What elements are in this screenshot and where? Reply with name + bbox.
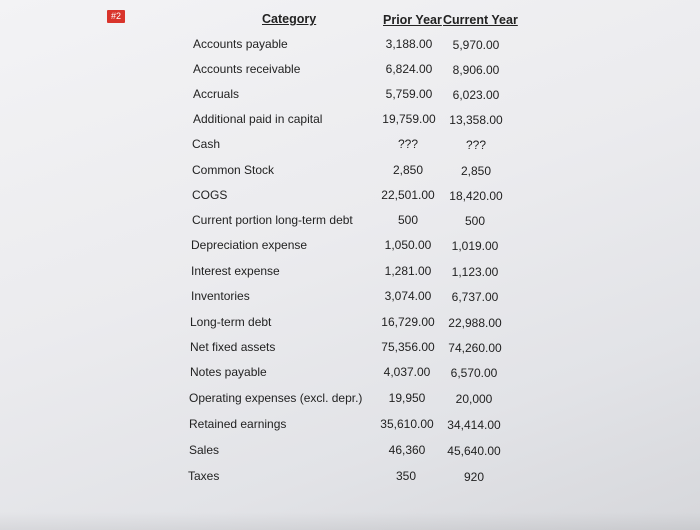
row-prior-year-value: 500 <box>397 213 419 227</box>
header-prior-year: Prior Year <box>383 13 442 27</box>
row-prior-year-value: 22,501.00 <box>381 188 435 202</box>
row-current-year-value: 2,850 <box>460 164 492 178</box>
row-current-year-value: ??? <box>465 138 487 152</box>
header-current-year: Current Year <box>443 13 518 27</box>
row-prior-year-value: 3,074.00 <box>384 289 432 303</box>
row-prior-year-value: 19,759.00 <box>382 112 436 126</box>
row-prior-year-value: 16,729.00 <box>381 315 435 329</box>
row-current-year-value: 5,970.00 <box>452 38 500 52</box>
row-category: COGS <box>192 188 228 202</box>
row-current-year-value: 13,358.00 <box>449 113 503 127</box>
row-current-year-value: 34,414.00 <box>447 418 501 432</box>
row-category: Notes payable <box>190 365 267 379</box>
row-category: Sales <box>189 443 220 457</box>
row-current-year-value: 18,420.00 <box>449 189 503 203</box>
row-prior-year-value: 1,050.00 <box>384 238 432 252</box>
problem-number-badge: #2 <box>107 10 125 23</box>
row-current-year-value: 8,906.00 <box>452 63 500 77</box>
row-prior-year-value: 35,610.00 <box>380 417 434 431</box>
row-prior-year-value: 1,281.00 <box>384 264 432 278</box>
row-prior-year-value: 5,759.00 <box>385 87 433 101</box>
row-current-year-value: 6,570.00 <box>450 366 498 380</box>
row-category: Cash <box>192 137 221 151</box>
row-prior-year-value: 19,950 <box>388 391 426 405</box>
row-prior-year-value: 75,356.00 <box>381 340 435 354</box>
row-category: Accruals <box>193 87 240 101</box>
row-category: Common Stock <box>192 163 275 177</box>
row-current-year-value: 500 <box>464 214 486 228</box>
row-prior-year-value: 350 <box>395 469 417 483</box>
row-prior-year-value: ??? <box>397 137 419 151</box>
row-current-year-value: 74,260.00 <box>448 341 502 355</box>
row-prior-year-value: 2,850 <box>392 163 424 177</box>
row-current-year-value: 22,988.00 <box>448 316 502 330</box>
row-current-year-value: 920 <box>463 470 485 484</box>
row-category: Current portion long-term debt <box>192 213 353 227</box>
row-current-year-value: 20,000 <box>455 392 493 406</box>
row-category: Interest expense <box>191 264 280 278</box>
row-prior-year-value: 4,037.00 <box>383 365 431 379</box>
row-current-year-value: 1,123.00 <box>451 265 499 279</box>
row-current-year-value: 1,019.00 <box>451 239 499 253</box>
row-category: Retained earnings <box>189 417 287 431</box>
row-current-year-value: 6,023.00 <box>452 88 500 102</box>
row-current-year-value: 6,737.00 <box>451 290 499 304</box>
row-category: Accounts payable <box>193 37 288 51</box>
row-category: Accounts receivable <box>193 62 301 76</box>
row-category: Inventories <box>191 289 250 303</box>
page-shadow <box>0 512 700 530</box>
row-category: Taxes <box>188 469 220 483</box>
header-category: Category <box>262 12 317 26</box>
row-prior-year-value: 6,824.00 <box>385 62 433 76</box>
row-prior-year-value: 46,360 <box>388 443 426 457</box>
row-prior-year-value: 3,188.00 <box>385 37 433 51</box>
row-category: Long-term debt <box>190 315 272 329</box>
row-current-year-value: 45,640.00 <box>447 444 501 458</box>
row-category: Net fixed assets <box>190 340 276 354</box>
row-category: Additional paid in capital <box>193 112 323 126</box>
row-category: Operating expenses (excl. depr.) <box>189 391 363 405</box>
row-category: Depreciation expense <box>191 238 308 252</box>
